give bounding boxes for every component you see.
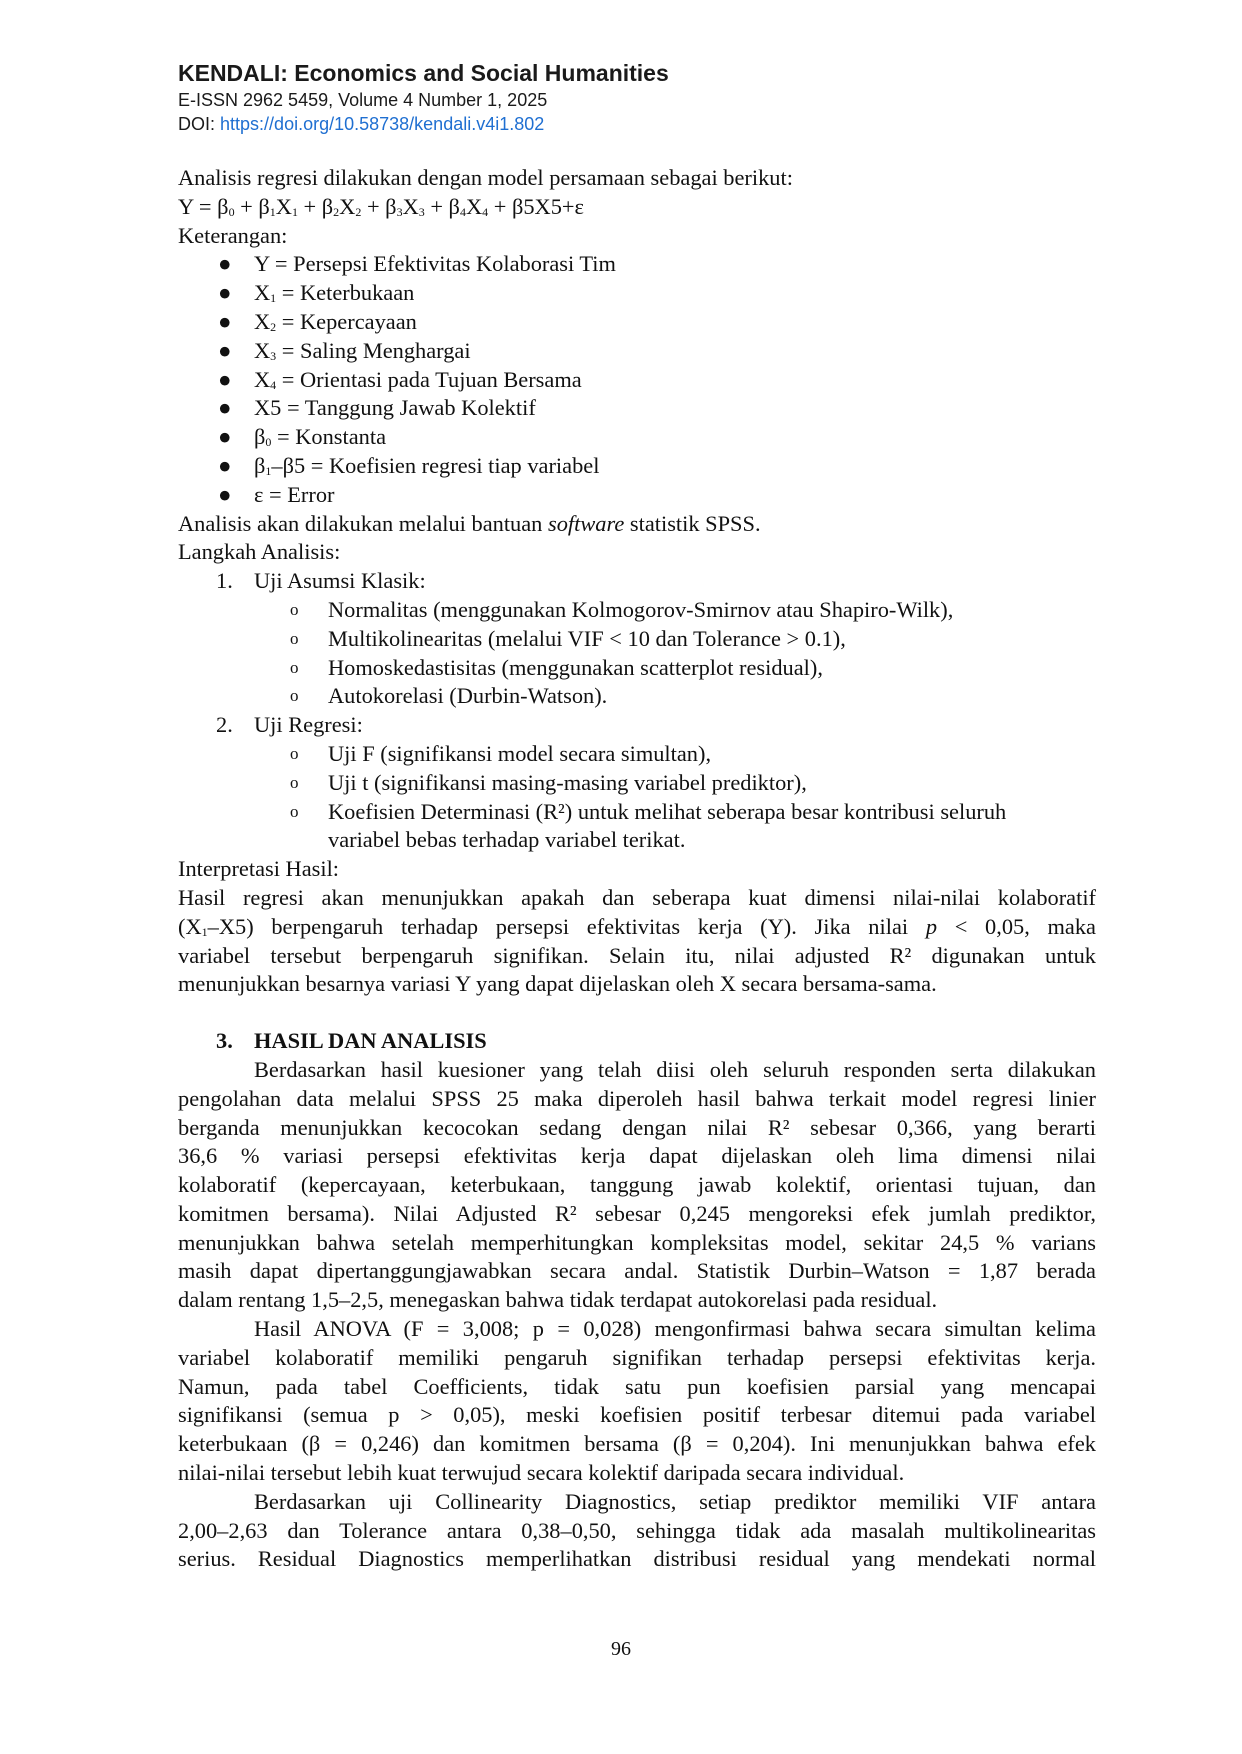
body-text	[178, 164, 1096, 1574]
doi-link[interactable]: https://doi.org/10.58738/kendali.v4i1.802	[220, 114, 545, 134]
bullet-icon: ●	[218, 366, 232, 392]
paragraph-line: 36,6 % variasi persepsi efektivitas kerja dapat dijelaskan oleh lima dimensi nilai	[178, 1143, 1096, 1169]
paragraph-line: pengolahan data melalui SPSS 25 maka diperoleh hasil bahwa terkait model regresi linier	[178, 1085, 1096, 1111]
regression-equation: $Y = \beta_0 + \beta_1X_1 + \beta_2X_2 + \beta_3X_3 + \beta_4X_4 + \beta 5X5+\varepsilon$	[178, 193, 584, 219]
intro-line: Analisis regresi dilakukan dengan model persamaan sebagai berikut:	[178, 165, 793, 190]
substep-item: o Koefisien Determinasi (R²) untuk melihat seberapa besar kontribusi seluruh	[178, 798, 1096, 827]
paragraph-line: dalam rentang 1,5–2,5, menegaskan bahwa tidak terdapat autokorelasi pada residual.	[178, 1287, 938, 1313]
circle-bullet-icon: o	[290, 743, 299, 763]
paragraph-line: menunjukkan bahwa setelah memperhitungkan kompleksitas model, sekitar 24,5 % varians	[178, 1229, 1096, 1255]
doi-label: DOI:	[178, 114, 216, 134]
list-item: ● $X_1$ = Keterbukaan	[178, 279, 1096, 308]
paragraph-line: berganda menunjukkan kecocokan sedang dengan nilai R² sebesar 0,366, yang berarti	[178, 1114, 1096, 1140]
bullet-icon: ●	[218, 424, 232, 450]
list-item: ● ε = Error	[178, 481, 1096, 510]
paragraph-line: kolaboratif (kepercayaan, keterbukaan, tanggung jawab kolektif, orientasi tujuan, dan	[178, 1172, 1096, 1198]
list-item: ● $X_3$ = Saling Menghargai	[178, 337, 1096, 366]
paragraph-line: serius. Residual Diagnostics memperlihatkan distribusi residual yang mendekati normal	[178, 1546, 1096, 1572]
bullet-icon: ●	[218, 481, 232, 507]
list-item: ● $X_4$ = Orientasi pada Tujuan Bersama	[178, 366, 1096, 395]
substep-item: o Uji F (signifikansi model secara simultan),	[178, 740, 1096, 769]
circle-bullet-icon: o	[290, 772, 299, 792]
paragraph-line: Hasil regresi akan menunjukkan apakah dan seberapa kuat dimensi nilai-nilai kolaboratif	[178, 884, 1096, 910]
paragraph-line: Berdasarkan uji Collinearity Diagnostics, setiap prediktor memiliki VIF antara	[254, 1488, 1096, 1514]
journal-doi	[178, 112, 669, 136]
substep-item: o Normalitas (menggunakan Kolmogorov-Smirnov atau Shapiro-Wilk),	[178, 596, 1096, 625]
substep-item: o Homoskedastisitas (menggunakan scatterplot residual),	[178, 654, 1096, 683]
journal-issn: E-ISSN 2962 5459, Volume 4 Number 1, 2025	[178, 90, 548, 110]
paragraph-results-1	[178, 1056, 1096, 1315]
circle-bullet-icon: o	[290, 657, 299, 677]
paragraph-line: 2,00–2,63 dan Tolerance antara 0,38–0,50, sehingga tidak ada masalah multikolinearitas	[178, 1517, 1096, 1543]
paragraph-line: Hasil ANOVA (F = 3,008; p = 0,028) mengonfirmasi bahwa secara simultan kelima	[254, 1316, 1096, 1342]
paragraph-results-2	[178, 1315, 1096, 1488]
list-item: ● $\beta_1-\beta 5$ = Koefisien regresi tiap variabel	[178, 452, 1096, 481]
list-item: ● Y = Persepsi Efektivitas Kolaborasi Tim	[178, 250, 1096, 279]
paragraph-line: variabel kolaboratif memiliki pengaruh signifikan terhadap persepsi efektivitas kerja.	[178, 1344, 1096, 1370]
langkah-label: Langkah Analisis:	[178, 539, 341, 565]
circle-bullet-icon: o	[290, 628, 299, 648]
bullet-icon: ●	[218, 308, 232, 334]
paragraph-line: keterbukaan (β = 0,246) dan komitmen bersama (β = 0,204). Ini menunjukkan bahwa efek	[178, 1431, 1096, 1457]
journal-header	[178, 58, 669, 136]
paragraph-line: komitmen bersama). Nilai Adjusted R² sebesar 0,245 mengoreksi efek jumlah prediktor,	[178, 1200, 1096, 1226]
interpretasi-title: Interpretasi Hasil:	[178, 856, 340, 882]
analysis-line: Analisis akan dilakukan melalui bantuan software statistik SPSS.	[178, 510, 761, 536]
list-item: ● $X_2$ = Kepercayaan	[178, 308, 1096, 337]
substep-item: o Autokorelasi (Durbin-Watson).	[178, 682, 1096, 711]
paragraph-line: nilai-nilai tersebut lebih kuat terwujud secara kolektif daripada secara individual.	[178, 1460, 905, 1486]
bullet-icon: ●	[218, 280, 232, 306]
paragraph-line: Namun, pada tabel Coefficients, tidak satu pun koefisien parsial yang mencapai	[178, 1373, 1096, 1399]
circle-bullet-icon: o	[290, 599, 299, 619]
page-number: 96	[611, 1638, 631, 1660]
substep-item: o Multikolinearitas (melalui VIF < 10 dan Tolerance > 0.1),	[178, 625, 1096, 654]
step-item: 1. Uji Asumsi Klasik:	[216, 568, 426, 594]
paragraph-line: masih dapat dipertanggungjawabkan secara andal. Statistik Durbin–Watson = 1,87 berada	[178, 1258, 1096, 1284]
section-heading: 3. HASIL DAN ANALISIS	[216, 1028, 487, 1054]
circle-bullet-icon: o	[290, 801, 299, 821]
list-item: ● $\beta_0$ = Konstanta	[178, 423, 1096, 452]
keterangan-label: Keterangan:	[178, 222, 288, 248]
paragraph-line: $(X_1-X5)$ berpengaruh terhadap persepsi efektivitas kerja (Y). Jika nilai p < 0,05, maka	[178, 913, 1096, 939]
circle-bullet-icon: o	[290, 686, 299, 706]
paragraph-results-3	[178, 1488, 1096, 1574]
bullet-icon: ●	[218, 337, 232, 363]
paragraph-line: menunjukkan besarnya variasi Y yang dapat dijelaskan oleh X secara bersama-sama.	[178, 971, 937, 997]
list-item: ● X5 = Tanggung Jawab Kolektif	[178, 394, 1096, 423]
paragraph-line: variabel tersebut berpengaruh signifikan. Selain itu, nilai adjusted R² digunakan untuk	[178, 942, 1096, 968]
paragraph-line: signifikansi (semua p > 0,05), meski koefisien positif terbesar ditemui pada variabel	[178, 1402, 1096, 1428]
bullet-icon: ●	[218, 452, 232, 478]
substep-continuation: variabel bebas terhadap variabel terikat.	[328, 827, 686, 853]
substep-item: o Uji t (signifikansi masing-masing variabel prediktor),	[178, 769, 1096, 798]
bullet-icon: ●	[218, 395, 232, 421]
paragraph-line: Berdasarkan hasil kuesioner yang telah diisi oleh seluruh responden serta dilakukan	[254, 1056, 1096, 1082]
journal-title: KENDALI: Economics and Social Humanities	[178, 60, 669, 86]
bullet-icon: ●	[218, 251, 232, 277]
step-item: 2. Uji Regresi:	[216, 712, 363, 738]
